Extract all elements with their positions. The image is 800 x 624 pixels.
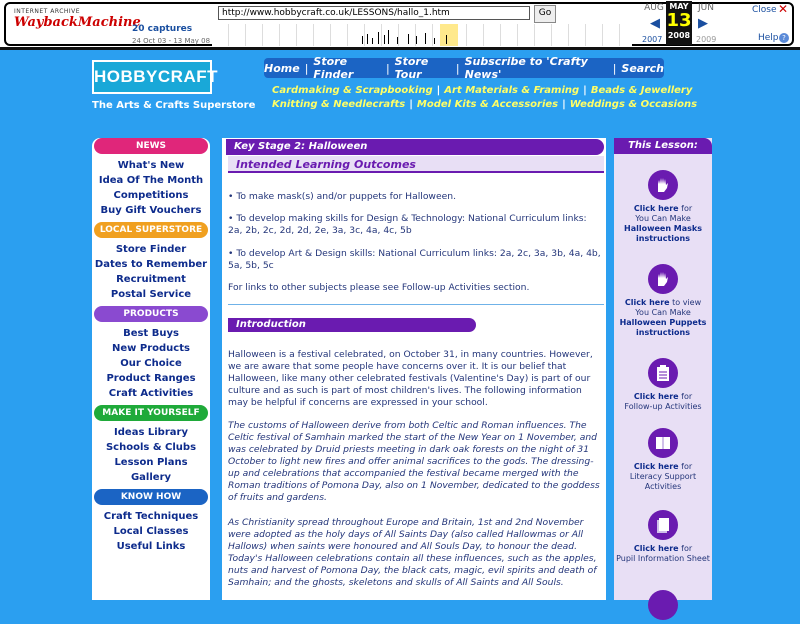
lesson-link-bold: Halloween Masks instructions [624,224,702,243]
section-heading-introduction: Introduction [228,318,476,332]
category-row-1 [272,85,692,96]
lesson-link-pre: for [681,462,693,471]
lesson-link-pre: for [681,204,693,213]
pages-icon [648,510,678,540]
current-year: 2008 [667,31,691,40]
outcome-item: • To develop making skills for Design & Technology: National Curriculum links: 2a, 2b, 2c, 2d, 2d, 2e, 3a, 3c, 4a, 4c, 5b [228,213,587,236]
sidebar-section-know-how [92,505,210,558]
lesson-link-text [614,462,712,492]
outcome-item: • To develop Art & Design skills: National Curriculum links: 2a, 2c, 3a, 3b, 4a, 4b, 5a, 5b, 5c [228,248,601,271]
nav-separator: | [304,61,309,75]
close-icon[interactable]: ✕ [778,2,789,16]
next-year: 2009 [696,35,717,44]
captures-link[interactable]: 20 captures [132,24,193,34]
history-paragraph: The customs of Halloween derive from both Celtic and Roman influences. The Celtic festival of Samhain marked the start of the New Year on 1 November, and was celebrated by Druid priests meeting in dark oak forests on the night of 31 October to light new fires and offer animal sacrifices to the gods. The dressing-up and celebrations that accompanied the festival became merged with the Roman traditions of Pomona Day, also on 1 November, dedicated to the goddess of fruits and gardens. [228,420,600,503]
outcome-item: • To make mask(s) and/or puppets for Halloween. [228,191,456,202]
sidebar-header-know-how: KNOW HOW [94,489,208,505]
go-button[interactable]: Go [534,5,556,23]
nav-separator: | [455,61,460,75]
sidebar-item-competitions[interactable]: Competitions [113,190,189,201]
category-link[interactable]: Cardmaking & Scrapbooking [272,85,433,96]
sidebar-section-make-it-yourself [92,421,210,489]
sparkline-bar [367,34,368,44]
sparkline-bar [434,38,435,44]
nav-home[interactable]: Home [264,61,300,75]
nav-search[interactable]: Search [621,61,664,75]
sidebar-item-ideas-library[interactable]: Ideas Library [114,427,188,438]
lesson-link-pre: for [681,392,693,401]
category-separator: | [562,99,566,110]
lesson-link-desc: Pupil Information Sheet [616,554,710,563]
lesson-link-literacy[interactable] [614,428,712,492]
click-here-label[interactable]: Click here [624,298,670,307]
sidebar-item-store-finder[interactable]: Store Finder [115,244,187,255]
category-separator: | [409,99,413,110]
category-separator: | [583,85,587,96]
current-day: 13 [666,10,692,31]
click-here-label[interactable]: Click here [633,204,679,213]
divider [228,304,604,305]
sparkline-bar [397,37,398,44]
site-logo-text: HOBBYCRAFT [94,67,218,86]
next-month: JUN [698,3,714,13]
sidebar-item-whats-new[interactable]: What's New [117,160,185,171]
sparkline-bar [416,36,417,44]
sidebar-item-postal-service[interactable]: Postal Service [110,289,192,300]
prev-month[interactable]: AUG [644,3,664,13]
nav-separator: | [612,61,617,75]
hand-icon [648,264,678,294]
category-row-2 [272,99,697,110]
click-here-label[interactable]: Click here [633,544,679,553]
sidebar-item-gallery[interactable]: Gallery [130,472,172,483]
lesson-link-desc: You Can Make [635,214,691,223]
sparkline-bar [384,35,385,44]
prev-arrow-icon[interactable]: ◀ [650,16,660,31]
close-link[interactable]: Close [752,5,777,15]
left-sidebar [92,138,210,600]
sidebar-item-gift-vouchers[interactable]: Buy Gift Vouchers [100,205,202,216]
current-month: MAY [669,2,689,11]
lesson-link-pre: to view [672,298,702,307]
category-link[interactable]: Art Materials & Framing [444,85,580,96]
sidebar-header-news: NEWS [94,138,208,154]
sidebar-section-news [92,154,210,222]
christianity-paragraph: As Christianity spread throughout Europe and Britain, 1st and 2nd November were adopted as the holy days of All Saints Day (also called Hallowmas or All Hallows) when saints were honoured and All Souls Day, to honour the dead. Today's Halloween celebrations contain all these influences, such as the apples, nuts and harvest of Pomona Day, the black cats, magic, evil spirits and death of Samhain; and the ghosts, skeletons and skulls of All Saints and All Souls. [228,517,597,588]
sidebar-header-local-superstore: LOCAL SUPERSTORE [94,222,208,238]
capture-range: 24 Oct 03 - 13 May 08 [132,37,211,45]
sparkline-bar [425,33,426,44]
prev-year[interactable]: 2007 [642,35,663,44]
sidebar-item-idea-of-month[interactable]: Idea Of The Month [98,175,204,186]
current-date [666,1,692,45]
sidebar-item-schools-clubs[interactable]: Schools & Clubs [105,442,197,453]
sidebar-item-useful-links[interactable]: Useful Links [116,541,186,552]
lesson-link-text [614,544,712,564]
sidebar-item-local-classes[interactable]: Local Classes [113,526,189,537]
lesson-link-desc: Literacy Support Activities [629,472,697,491]
sparkline-bar [446,35,447,44]
lesson-link-desc: Follow-up Activities [624,402,702,411]
sparkline-bar [372,38,373,44]
click-here-label[interactable]: Click here [633,462,679,471]
sparkline-bar [408,34,409,44]
clipboard-icon [648,358,678,388]
nav-subscribe[interactable]: Subscribe to 'Crafty News' [464,55,588,81]
sidebar-header-products: PRODUCTS [94,306,208,322]
sidebar-item-our-choice[interactable]: Our Choice [120,358,182,369]
intro-paragraph: Halloween is a festival celebrated, on October 31, in many countries. However, we are aware that some people have concerns over it. It is our belief that Halloween, like many other celebrated festivals (Valentine's Day) is part of our culture and as such is part of most children's lives. The following information may be helpful if concerns are expressed in your school. [228,349,593,408]
sparkline-bar [362,36,363,44]
sidebar-header-make-it-yourself: MAKE IT YOURSELF [94,405,208,421]
sparkline-bar [388,30,389,44]
lesson-link-text [614,204,712,244]
help-link[interactable]: Help [758,33,779,43]
lesson-link-puppets[interactable] [614,264,712,338]
nav-store-tour[interactable]: Store Tour [394,55,429,81]
sidebar-item-best-buys[interactable]: Best Buys [123,328,179,339]
capture-sparkline[interactable] [212,24,632,46]
more-icon [648,590,678,620]
lesson-link-info-sheet[interactable] [614,510,712,564]
sidebar-item-new-products[interactable]: New Products [112,343,190,354]
lesson-link-masks[interactable] [614,170,712,244]
nav-separator: | [385,61,390,75]
wayback-toolbar [0,0,800,50]
page-title: Key Stage 2: Halloween [226,139,604,155]
lesson-link-pre: for [681,544,693,553]
sidebar-item-dates[interactable]: Dates to Remember [94,259,208,270]
sidebar-section-local-superstore [92,238,210,306]
lesson-link-text [614,298,712,338]
sidebar-item-craft-activities[interactable]: Craft Activities [108,388,194,399]
lesson-link-more[interactable] [614,590,712,624]
book-icon [648,428,678,458]
main-content [222,138,606,600]
sparkline-highlight [440,24,458,46]
lesson-link-follow-up[interactable] [614,358,712,412]
site-tagline: The Arts & Crafts Superstore [92,100,256,111]
lesson-link-text [614,392,712,412]
lesson-link-bold: Halloween Puppets instructions [619,318,707,337]
nav-store-finder[interactable]: Store Finder [313,55,354,81]
links-note: For links to other subjects please see Follow-up Activities section. [228,282,530,293]
category-link[interactable]: Weddings & Occasions [569,99,698,110]
sparkline-bar [378,32,379,44]
category-link[interactable]: Model Kits & Accessories [416,99,559,110]
url-input[interactable] [218,6,530,20]
sidebar-item-recruitment[interactable]: Recruitment [116,274,186,285]
wayback-logo[interactable] [14,8,141,38]
category-link[interactable]: Knitting & Needlecrafts [272,99,406,110]
site-logo[interactable] [92,60,218,94]
help-icon[interactable]: ? [779,33,789,43]
sidebar-section-products [92,322,210,405]
wayback-logo-main: WaybackMachine [14,15,141,30]
category-separator: | [436,85,441,96]
sidebar-item-lesson-plans[interactable]: Lesson Plans [114,457,188,468]
top-navigation [264,55,664,81]
sidebar-item-craft-techniques[interactable]: Craft Techniques [103,511,199,522]
right-sidebar [614,138,712,600]
next-arrow-icon[interactable]: ▶ [698,16,708,31]
wayback-logo-top: INTERNET ARCHIVE [14,8,81,15]
category-link[interactable]: Beads & Jewellery [590,85,693,96]
hand-icon [648,170,678,200]
click-here-label[interactable]: Click here [633,392,679,401]
sidebar-item-product-ranges[interactable]: Product Ranges [106,373,196,384]
section-heading-outcomes: Intended Learning Outcomes [228,156,604,173]
right-sidebar-title: This Lesson: [614,138,712,154]
lesson-link-desc: You Can Make [635,308,691,317]
